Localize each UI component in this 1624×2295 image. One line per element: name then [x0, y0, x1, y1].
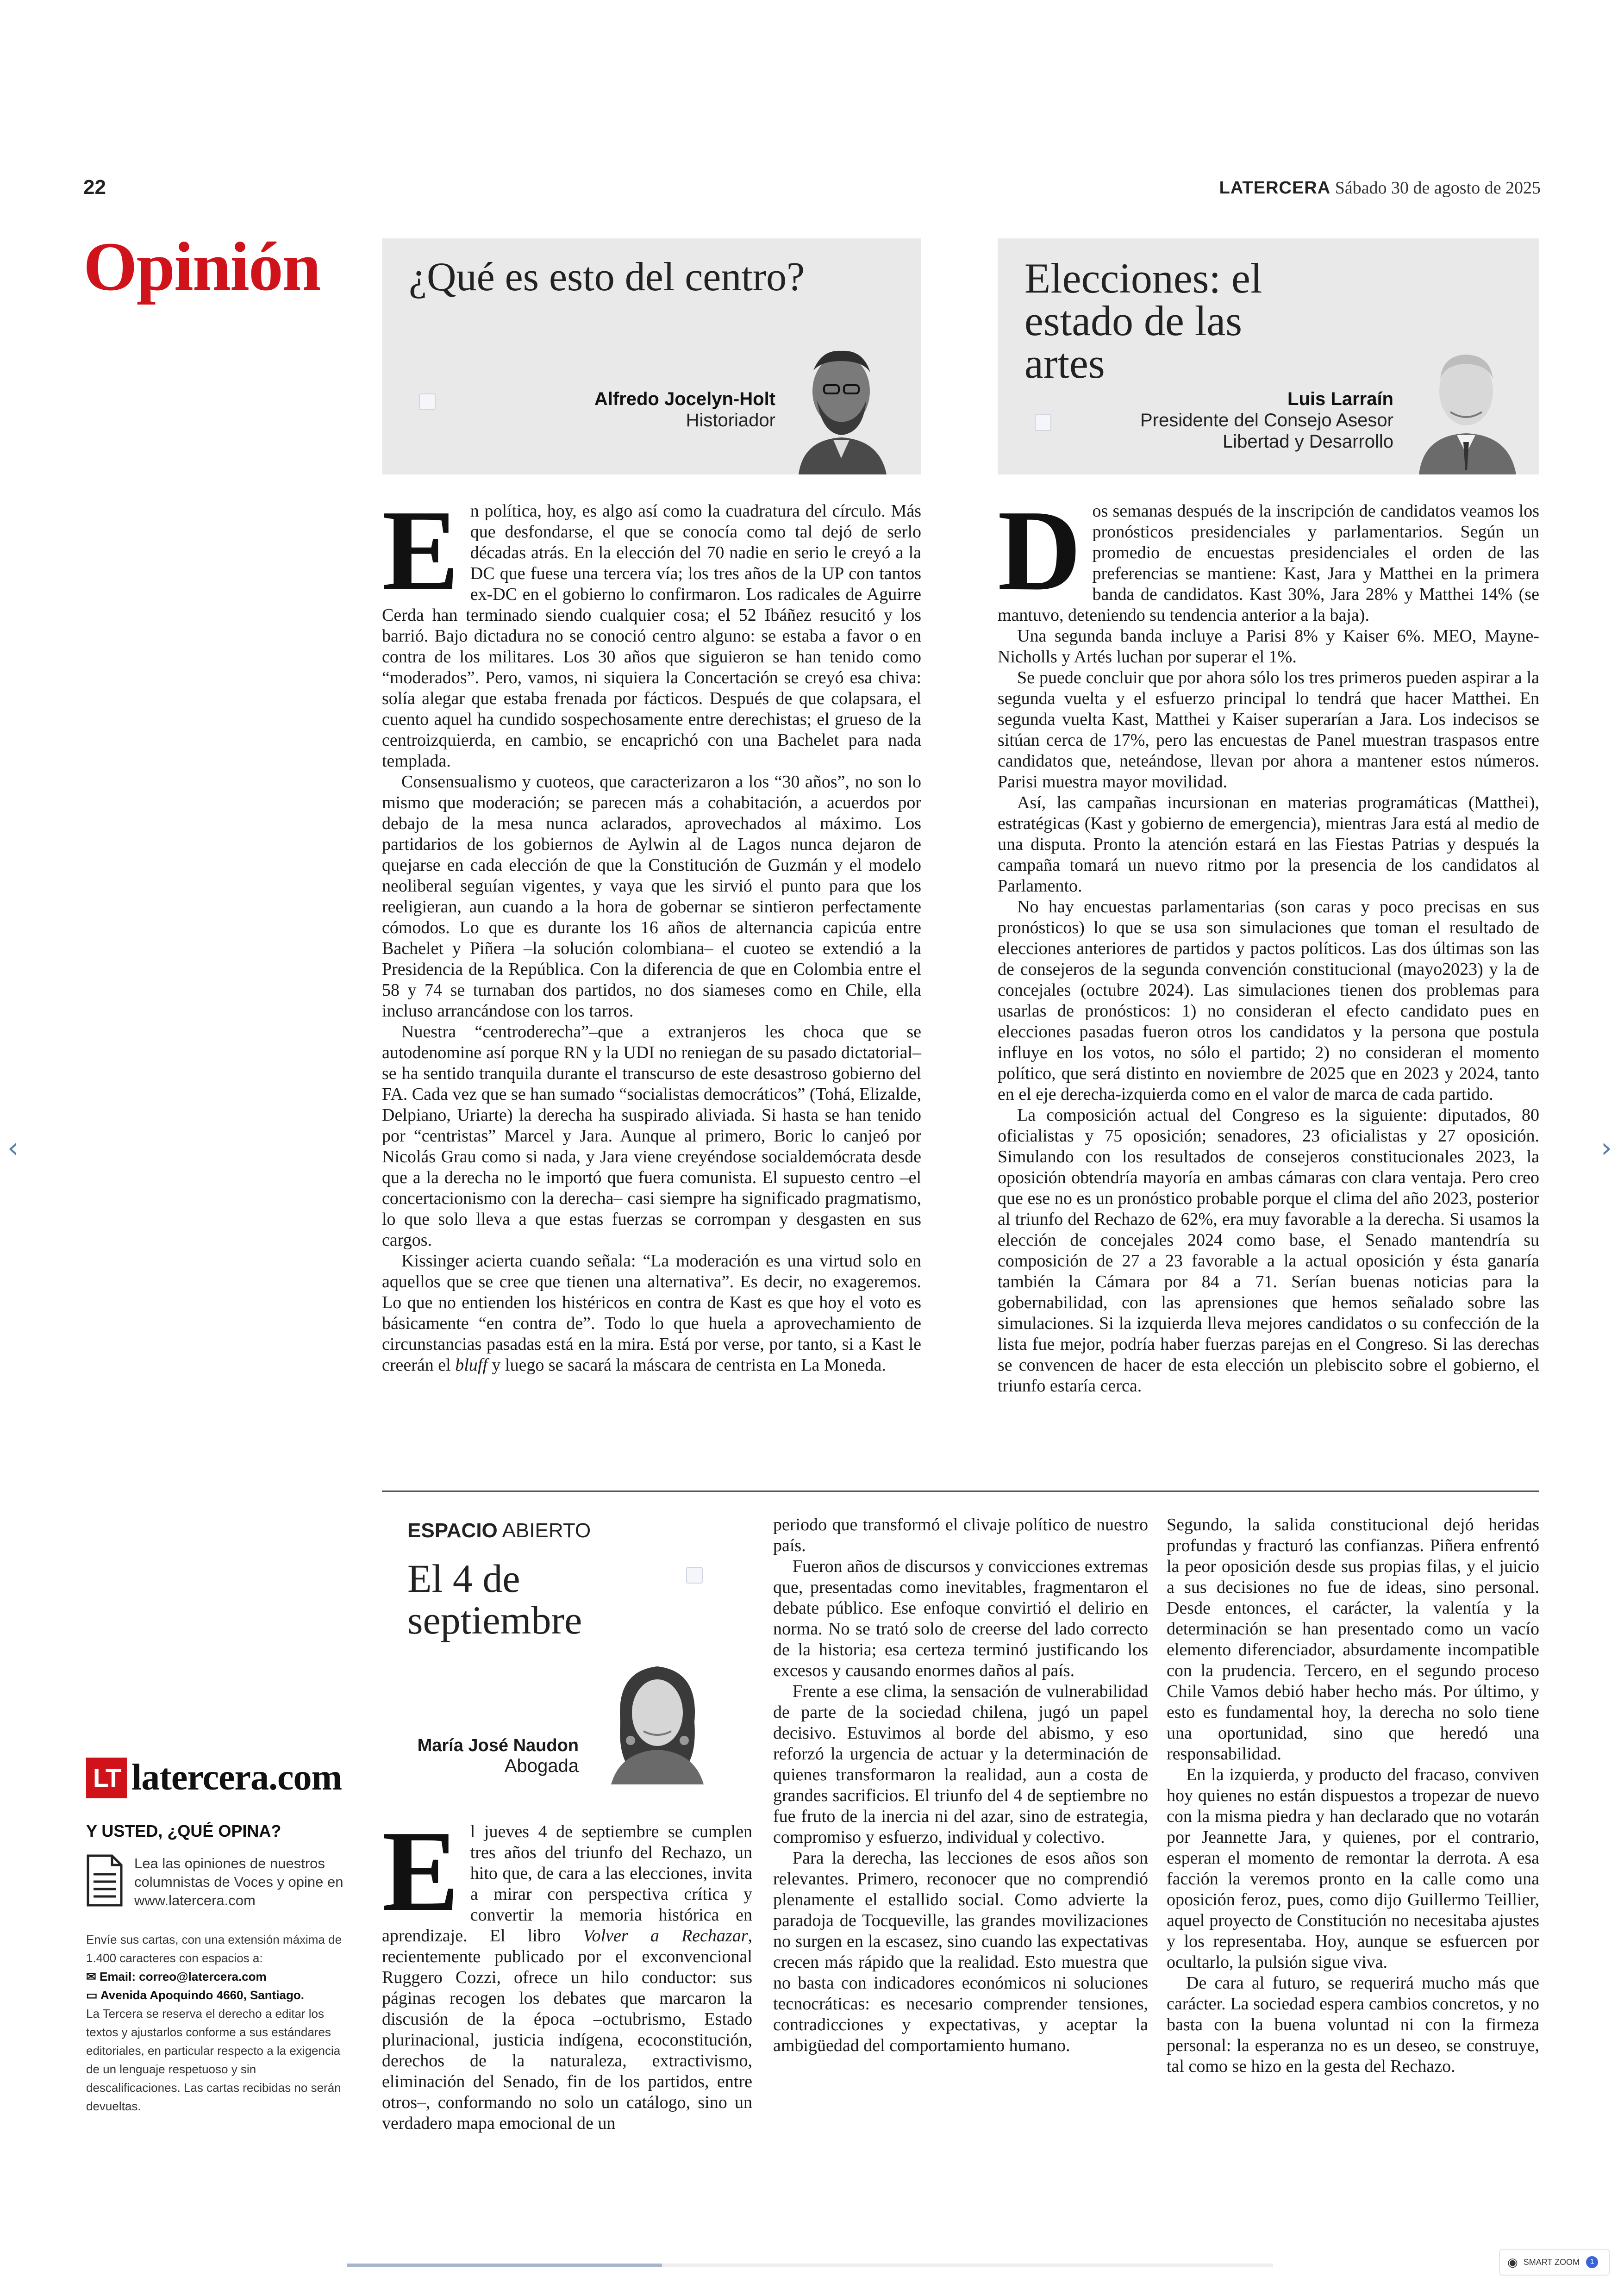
column2-dropcap: D — [998, 486, 1081, 615]
espacio-column-b — [773, 1515, 1148, 2056]
sidebar-email-text: Email: correo@latercera.com — [100, 1970, 267, 1983]
espacio-title — [407, 1558, 602, 1641]
espacio-paragraph: Frente a ese clima, la sensación de vulnerabilidad de parte de la sociedad chilena, jugó un papel decisivo. Estuvimos al borde del abismo, y eso reforzó la urgencia de actuar y la determinación de quienes transformaron la realidad, aun a costa de grandes sacrificios. El triunfo del 4 de septiembre no fue fruto de la inercia ni del azar, sino de estrategia, compromiso y esfuerzo, individual y colectivo. — [773, 1682, 1148, 1847]
column2-paragraph: Así, las campañas incursionan en materias programáticas (Matthei), estratégicas (Kast y gobierno de emergencia), mientras Jara está al medio de una disputa. Pronto la atención estará en las Fiestas Patrias y después la campaña tomará un nuevo ritmo por la presencia de los candidatos al Parlamento. — [998, 793, 1539, 896]
sidebar-address — [86, 1986, 350, 2004]
prev-page-icon[interactable]: ‹ — [7, 1132, 19, 1164]
next-page-icon[interactable]: › — [1601, 1132, 1612, 1164]
mailbox-icon: ▭ — [86, 1988, 100, 2002]
author-portrait-larrain — [1414, 343, 1521, 474]
section-divider — [382, 1491, 1539, 1492]
espacio-paragraph: Para la derecha, las lecciones de esos años son relevantes. Primero, reconocer que no comprendió plenamente el estallido social. Como advierte la paradoja de Tocqueville, las grandes movilizaciones no surgen en la escasez, sino cuando las expectativas crecen más rápido que la realidad. Esto muestra que no basta con indicadores económicos ni soluciones tecnocráticas: es necesario comprender tensiones, contradicciones y expectativas, y aceptar la ambigüedad del comportamiento humano. — [773, 1848, 1148, 2055]
espacio-label-bold: ESPACIO — [407, 1519, 498, 1542]
column1-role: Historiador — [686, 410, 775, 430]
masthead — [1219, 178, 1541, 198]
column1-paragraph: Nuestra “centroderecha”–que a extranjeros les choca que se autodenomine así porque RN y la UDI no reniegan de su pasado dictatorial– se ha sentido tranquila durante el transcurso de este desastroso gobierno del FA. Cada vez que se han sumado “socialistas democráticos” (Tohá, Elizalde, Delpiano, Uriarte) la derecha ha suspirado aliviada. Si hasta se han tenido por “centristas” Marcel y Jara. Aunque al primero, Boric lo canjeó por Nicolás Grau como si nada, y Jara viene creyéndose socialdemócrata desde que a la derecha no le importó que fuera comunista. El supuesto centro –el concertacionismo con la derecha– casi siempre ha significado pragmatismo, lo que solo lleva a que estas fuerzas se corrompan y desgasten en sus cargos. — [382, 1022, 921, 1250]
espacio-label — [407, 1519, 591, 1542]
column1-italic: bluff — [455, 1355, 487, 1375]
column1-body — [382, 486, 921, 1376]
espacio-author: María José Naudon — [417, 1736, 579, 1755]
espacio-book-title: Volver a Rechazar — [583, 1926, 748, 1946]
smart-zoom-badge: 1 — [1586, 2256, 1598, 2268]
eye-icon: ◉ — [1507, 2255, 1518, 2269]
reading-progress-fill — [347, 2264, 662, 2267]
column2-role-line1: Presidente del Consejo Asesor — [1140, 410, 1393, 430]
author-portrait-naudon — [602, 1653, 713, 1784]
email-icon: ✉ — [86, 1970, 100, 1983]
espacio-title-text: El 4 de septiembre — [407, 1556, 582, 1643]
sidebar-email[interactable] — [86, 1967, 350, 1986]
column1-paragraph-last — [382, 1251, 921, 1376]
espacio-text: , recientemente publicado por el exconvencional Ruggero Cozzi, ofrece un hilo conductor: sus páginas recogen los debates que marcaron la discusión de la época –octubrismo, Estado plurinacional, justicia indígena, ecoconstitución, derechos de la naturaleza, extractivismo, eliminación del Senado, fin de los partidos, entre otros–, conformando no solo un catálogo, sino un verdadero mapa emocional de un — [382, 1926, 753, 2133]
sidebar-question: Y USTED, ¿QUÉ OPINA? — [86, 1821, 281, 1840]
column2-author-block — [1140, 389, 1393, 452]
sidebar-address-text: Avenida Apoquindo 4660, Santiago. — [100, 1988, 304, 2002]
column2-body — [998, 486, 1539, 1397]
page-number: 22 — [83, 176, 106, 199]
lt-logo-box: LT — [86, 1758, 127, 1798]
column2-paragraph: No hay encuestas parlamentarias (son caras y poco precisas en sus pronósticos) lo que se usa son simulaciones que toman el resultado de elecciones anteriores de partidos y pactos políticos. Las dos últimas son las de consejeros de la segunda convención constitucional (mayo2023) y la de concejales (octubre 2024). Las simulaciones tienen dos problemas para usarlas de pronósticos: 1) no consideran el efecto candidato pues en elecciones pasadas fueron otros los candidatos y la persona que postula influye en los votos, no sólo el partido; 2) no consideran el momento político, que será distinto en noviembre de 2025 que en 2023 y 2024, tanto en el eje derecha-izquierda como en el valor de marca de cada partido. — [998, 897, 1539, 1104]
smart-zoom-label: SMART ZOOM — [1523, 2257, 1580, 2267]
section-title: Opinión — [83, 228, 320, 305]
column1-author-block — [594, 389, 775, 431]
column1-header — [382, 238, 921, 474]
masthead-brand: LATERCERA — [1219, 178, 1331, 198]
sidebar-body — [86, 1930, 350, 2115]
espacio-author-block — [418, 1736, 579, 1777]
column2-header — [998, 238, 1539, 474]
espacio-paragraph: Segundo, la salida constitucional dejó heridas profundas y fracturó las confianzas. Piñera enfrentó la peor oposición desde sus propias filas, y el juicio a sus decisiones no fue de ideas, sino personal. Desde entonces, el carácter, la valentía y la determinación se han presentado como un vacío elemento diferenciador, absurdamente incompatible con la prudencia. Tercero, en el segundo proceso Chile Vamos debió haber hecho más. Por último, y esto es fundamental hoy, la derecha no solo tiene una oportunidad, sino que heredó una responsabilidad. — [1167, 1515, 1539, 1764]
document-icon — [86, 1854, 123, 1907]
column1-dropcap: E — [382, 486, 459, 615]
column2-paragraph: os semanas después de la inscripción de candidatos veamos los pronósticos presidenciales y parlamentarios. Según un promedio de encuestas presidenciales el orden de las preferencias se mantiene: Kast, Jara y Matthei en la primera banda de candidatos. Kast 30%, Jara 28% y Matthei 14% (se mantuvo, deteniendo su tendencia anterior a la baja). — [998, 501, 1539, 625]
smart-zoom-button[interactable] — [1499, 2249, 1610, 2276]
espacio-paragraph: En la izquierda, y producto del fracaso, conviven hoy quienes no están dispuestos a tropezar de nuevo con la misma piedra y han declarado que no votarán por Jeannette Jara, y quienes, por el contrario, esperan el momento de remontar la derrota. A esa facción la veremos pronto en la calle como una oposición feroz, pues, como dijo Guillermo Teillier, aquel proyecto de Constitución no necesitaba ajustes y los representaba. Hoy, aunque se esfuercen por ocultarlo, la pulsión sigue viva. — [1167, 1765, 1539, 1972]
author-portrait-jocelyn-holt — [789, 343, 896, 474]
column2-paragraph: La composición actual del Congreso es la siguiente: diputados, 80 oficialistas y 75 oposición; senadores, 23 oficialistas y 27 oposición. Simulando con los resultados de consejeros constitucionales 2023, la oposición obtendría mayoría en ambas cámaras con clara ventaja. Pero creo que ese no es un pronóstico probable porque el clima del año 2023, posterior al triunfo del Rechazo de 62%, era muy favorable a la derecha. Si usamos la elección de concejales 2024 como base, el Senado mantendría su composición de 27 a 23 favorable a la actual oposición y ésta ganaría también la Cámara por 84 a 71. Serían buenas noticias para la gobernabilidad, con las aprensiones que hemos señalado sobre las simulaciones. Si la izquierda lleva mejores candidatos o su confección de la lista fue mejor, podría haber fuerzas parejas en el Congreso. Si las derechas se convencen de hacer de esta elección un plebiscito sobre el gobierno, el triunfo estaría cerca. — [998, 1105, 1539, 1396]
column2-title: Elecciones: el estado de las artes — [1024, 255, 1262, 387]
reading-progress-bar[interactable] — [347, 2264, 1273, 2267]
espacio-text: l jueves 4 de septiembre se cumplen tres años del triunfo del Rechazo, un hito que, de cara a las elecciones, invita a mirar con perspectiva crítica y convertir la memoria histórica en aprendizaje. El libro — [382, 1822, 752, 1946]
espacio-paragraph: De cara al futuro, se requerirá mucho más que carácter. La sociedad espera cambios concretos, y no basta con la buena voluntad ni con la firmeza personal: la esperanza no es un deseo, se construye, tal como se hizo en la gesta del Rechazo. — [1167, 1973, 1539, 2076]
sidebar-lead: Lea las opiniones de nuestros columnistas de Voces y opine en www.latercera.com — [134, 1855, 344, 1908]
column2-paragraph: Se puede concluir que por ahora sólo los tres primeros pueden aspirar a la segunda vuelta y el esfuerzo principal lo tendrá que hacer Matthei. En segunda vuelta Kast, Matthei y Kaiser superarían a Jara. Los indecisos se sitúan cerca de 17%, pero las encuestas de Panel muestran traspasos entre candidatos que, neteándose, llevan por ahora a mantener estos números. Parisi muestra mayor movilidad. — [998, 668, 1539, 792]
column1-text: Kissinger acierta cuando señala: “La moderación es una virtud solo en aquellos que se cree que tienen una alternativa”. Es decir, no exageremos. Lo que no entienden los histéricos en contra de Kast es que hoy el voto es básicamente “en contra de”. Todo lo que huela a aprovechamiento de circunstancias pasadas está en la mira. Está por verse, por tanto, si a Kast le creerán el — [382, 1251, 921, 1375]
espacio-column-c — [1167, 1515, 1539, 2077]
image-placeholder-icon — [1035, 414, 1051, 431]
espacio-label-rest: ABIERTO — [497, 1519, 591, 1542]
column2-role-line2: Libertad y Desarrollo — [1222, 431, 1393, 452]
espacio-column-a — [382, 1807, 753, 2134]
espacio-paragraph: Fueron años de discursos y convicciones extremas que, presentadas como inevitables, fragmentaron el debate público. Ese enfoque convirtió el delirio en norma. No se trató solo de creerse del lado correcto de la historia; esa certeza terminó justificando los excesos y causando enormes daños al país. — [773, 1557, 1148, 1680]
lt-logo-domain: latercera.com — [131, 1757, 342, 1798]
sidebar-instructions: Envíe sus cartas, con una extensión máxima de 1.400 caracteres con espacios a: — [86, 1933, 342, 1965]
espacio-role: Abogada — [504, 1756, 579, 1776]
masthead-date: Sábado 30 de agosto de 2025 — [1335, 178, 1541, 198]
latercera-logo[interactable] — [86, 1757, 342, 1799]
espacio-paragraph: periodo que transformó el clivaje político de nuestro país. — [773, 1515, 1148, 1555]
sidebar-disclaimer: La Tercera se reserva el derecho a editar los textos y ajustarlos conforme a sus estándares editoriales, en particular respecto a la exigencia de un lenguaje respetuoso y sin descalificaciones. Las cartas recibidas no serán devueltas. — [86, 2007, 341, 2113]
column1-paragraph: Consensualismo y cuoteos, que caracterizaron a los “30 años”, no son lo mismo que moderación; se parecen más a cohabitación, a acuerdos por debajo de la mesa nunca aclarados, aprovechados al máximo. Los partidarios de los gobiernos de Aylwin al de Lagos nunca dejaron de quejarse en cada elección de que la Constitución de Guzmán y el modelo neoliberal seguían vigentes, y vaya que les sirvió el punto para que los reeligieran, aun cuando a la hora de gobernar se sintieron perfectamente cómodos. Lo que es durante los 16 años de alternancia capicúa entre Bachelet y Piñera –la solución colombiana– el cuoteo se extendió a la Presidencia de la República. Con la diferencia de que en Colombia entre el 58 y 74 se turnaban dos partidos, no dos siameses como en Chile, ella incluso arrancándose con los tarros. — [382, 772, 921, 1021]
column2-paragraph: Una segunda banda incluye a Parisi 8% y Kaiser 6%. MEO, Mayne-Nicholls y Artés luchan por superar el 1%. — [998, 626, 1539, 667]
column2-author: Luis Larraín — [1287, 389, 1393, 409]
column1-author: Alfredo Jocelyn-Holt — [594, 389, 775, 409]
column1-text: y luego se sacará la máscara de centrista en La Moneda. — [492, 1355, 886, 1375]
image-placeholder-icon — [686, 1567, 703, 1584]
column1-title: ¿Qué es esto del centro? — [409, 255, 805, 299]
image-placeholder-icon — [419, 393, 436, 410]
column1-paragraph: n política, hoy, es algo así como la cuadratura del círculo. Más que desfondarse, el que se conocía como tal dejó de serlo décadas atrás. En la elección del 70 nadie en serio le creyó a la DC que fuese una tercera vía; los tres años de la UP con tantos ex-DC en el gobierno lo confirmaron. Los radicales de Aguirre Cerda han terminado siendo cualquier cosa; el 52 Ibáñez resucitó y los barrió. Bajo dictadura no se conoció centro alguno: se estaba a favor o en contra de los militares. Los 30 años que siguieron se han tenido como “moderados”. Pero, vamos, ni siquiera la Concertación se creyó esa chiva: solía alegar que estaba frenada por fácticos. Después de que colapsara, el cuento aquel ha cundido sospechosamente entre derechistas; el grueso de la centroizquierda, en cambio, se encaprichó con una Bachelet para nada templada. — [382, 501, 921, 771]
espacio-dropcap: E — [382, 1807, 459, 1935]
